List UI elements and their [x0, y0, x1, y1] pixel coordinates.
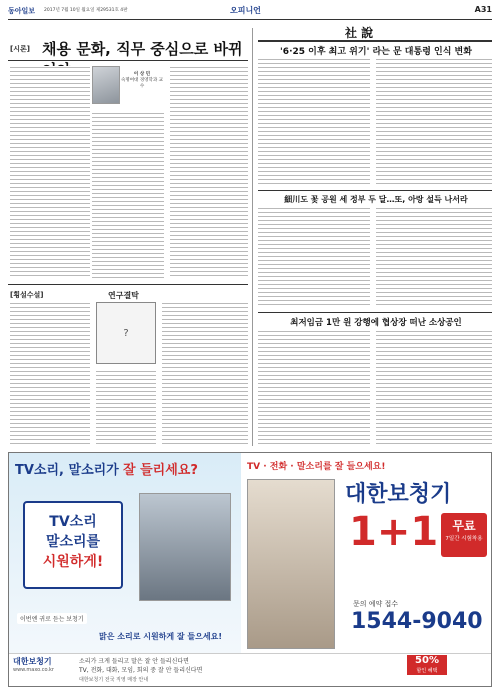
column-label-text: 시론	[13, 45, 27, 53]
ad-left-bottom-note-1: 이번엔 귀로 듣는 보청기	[17, 613, 87, 624]
column-text-col-3	[170, 66, 248, 278]
author-photo	[92, 66, 120, 104]
ad-model-photo	[247, 479, 335, 649]
ad-discount-sub: 할인 혜택	[416, 668, 438, 674]
research-subhead: 연구결탁	[108, 291, 139, 300]
ad-left-bottom-note-2: 맑은 소리로 시원하게 잘 들으세요!	[99, 632, 222, 641]
ad-footer-brand: 대한보청기	[13, 657, 52, 666]
ad-discount: 50%	[415, 655, 439, 666]
ad-footer-url[interactable]: www.maxo.co.kr	[13, 667, 54, 673]
research-text-col-3	[162, 302, 248, 446]
research-label: [횡설수설]	[10, 291, 44, 299]
ad-right-headline: TV · 전화 · 말소리를 잘 들으세요!	[247, 462, 386, 472]
research-text-col-2	[96, 370, 156, 446]
research-text-col-1	[10, 302, 90, 446]
author-byline	[120, 72, 164, 90]
editorial-headline-1: '6·25 이후 최고 위기' 라는 문 대통령 인식 변화	[280, 47, 472, 57]
ad-right-panel	[241, 453, 492, 653]
ad-left-headline-1: TV소리, 말소리가	[15, 463, 119, 478]
ad-phone-label: 문의 예약 접수	[353, 600, 399, 608]
column-label: [시론]	[10, 45, 30, 53]
ad-brand-name: 대한보청기	[345, 482, 452, 507]
editorial-1-text-col-2	[376, 58, 492, 186]
ad-free-badge	[441, 513, 487, 557]
ad-left-headline-2: 잘 들리세요?	[123, 463, 198, 478]
section-name: 오피니언	[230, 6, 261, 15]
author-name: 이 상 민	[133, 72, 151, 77]
ad-free-label: 무료	[452, 519, 476, 533]
column-text-col-2	[92, 112, 164, 278]
ad-footer-note-2: TV, 전화, 대화, 모임, 회의 중 잘 안 들리신다면	[79, 667, 203, 674]
editorial-2-text-col-1	[258, 207, 370, 307]
page-number: A31	[474, 5, 492, 14]
ad-footer	[9, 653, 492, 687]
cartoon-illustration	[96, 302, 156, 364]
ad-offer: 1+1	[349, 509, 439, 555]
ad-free-sub: 7일간 시험착용	[445, 536, 483, 542]
editorial-label: 社 說	[345, 26, 374, 40]
ad-sign-line-3: 시원하게!	[42, 554, 104, 570]
ad-left-panel	[9, 453, 241, 653]
editorial-headline-3: 최저임금 1만 원 강행에 협상장 떠난 소상공인	[290, 318, 462, 328]
editorial-3-text-col-2	[376, 330, 492, 446]
editorial-3-text-col-1	[258, 330, 370, 446]
author-title: 숙명여대 경영학과 교수	[121, 78, 163, 89]
ad-sign-line-1: TV소리	[49, 514, 97, 530]
hearing-aid-advertisement[interactable]	[8, 452, 492, 687]
research-label-text: 횡설수설	[13, 291, 41, 299]
editorial-1-text-col-1	[258, 58, 370, 186]
editorial-headline-2: 細川도 꽃 공원 세 정부 두 달…또, 아랑 설득 나서라	[284, 195, 468, 204]
ad-sign-line-2: 말소리를	[45, 534, 101, 550]
ad-footer-note-1: 소리가 크게 들리고 말은 잘 안 들리신다면	[79, 658, 189, 665]
newspaper-logo: 동아일보	[8, 7, 36, 15]
ad-sign-board	[23, 501, 123, 589]
column-text-col-1	[10, 66, 90, 278]
column-headline: 채용 문화, 직무 중심으로 바뀌	[42, 40, 243, 58]
issue-date: 2017년 7월 10일 월요일 제29531호 4판	[44, 8, 128, 13]
ad-discount-badge	[407, 655, 447, 675]
ad-footer-stores: 대한보청기 전국 직영 매장 안내	[79, 677, 149, 683]
ad-phone-number[interactable]: 1544-9040	[351, 609, 483, 634]
editorial-2-text-col-2	[376, 207, 492, 307]
question-mark-icon: ?	[123, 327, 129, 339]
ad-presenter-photo	[139, 493, 231, 601]
